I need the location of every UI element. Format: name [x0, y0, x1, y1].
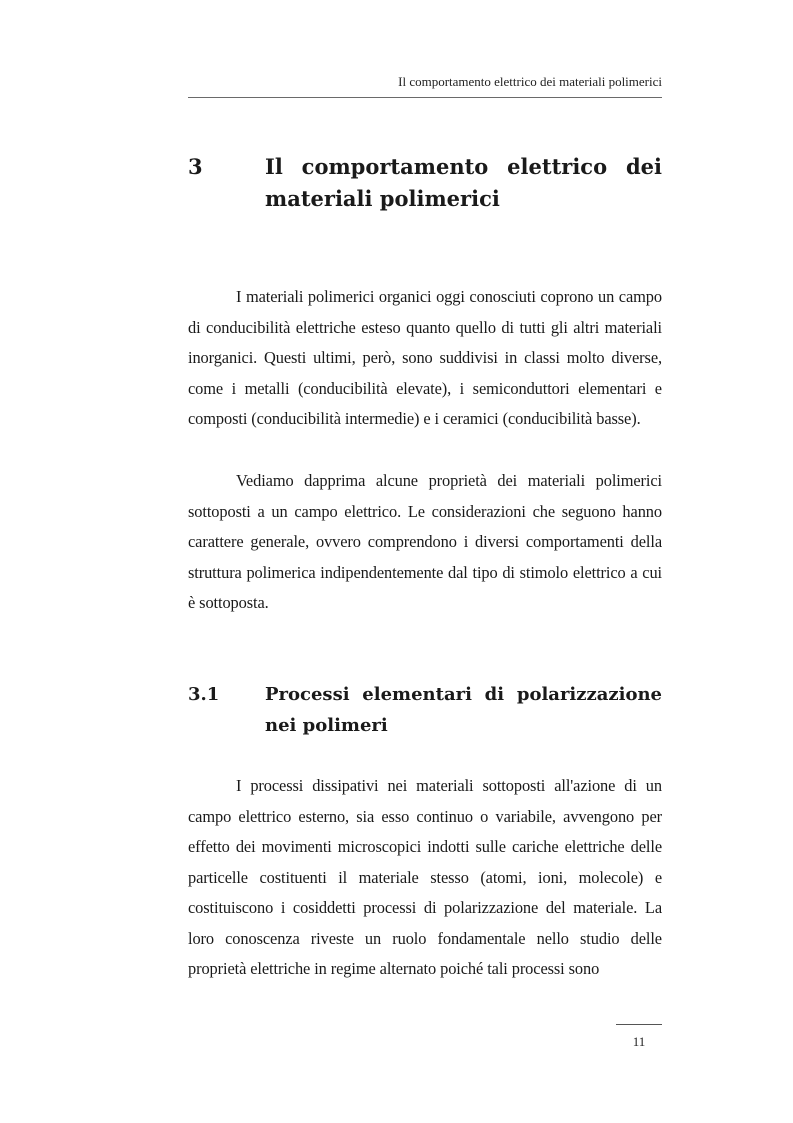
section-heading	[188, 679, 662, 741]
section-number: 3.1	[188, 684, 220, 705]
running-header: Il comportamento elettrico dei materiali polimerici	[398, 74, 662, 89]
page-number: 11	[632, 1034, 646, 1049]
footer-rule	[616, 1024, 662, 1025]
paragraph-intro: I materiali polimerici organici oggi conosciuti coprono un campo di conducibilità elettriche esteso quanto quello di tutti gli altri materiali inorganici. Questi ultimi, però, sono suddivisi in classi molto diverse, come i metalli (conducibilità elevate), i semiconduttori elementari e composti (conducibilità intermedie) e i ceramici (conducibilità basse).	[188, 287, 662, 428]
chapter-title: Il comportamento elettrico dei materiali polimerici	[265, 154, 662, 211]
section-title: Processi elementari di polarizzazione nei polimeri	[265, 684, 662, 736]
header-rule	[188, 97, 662, 98]
paragraph-properties: Vediamo dapprima alcune proprietà dei materiali polimerici sottoposti a un campo elettrico. Le considerazioni che seguono hanno carattere generale, ovvero comprendono i diversi comportamenti della struttura polimerica indipendentemente dal tipo di stimolo elettrico a cui è sottoposta.	[188, 471, 662, 612]
chapter-heading	[188, 151, 662, 215]
paragraph-dissipative-processes: I processi dissipativi nei materiali sottoposti all'azione di un campo elettrico esterno, sia esso continuo o variabile, avvengono per effetto dei movimenti microscopici indotti sulle cariche elettriche delle particelle costituenti il materiale stesso (atomi, ioni, molecole) e costituiscono i cosiddetti processi di polarizzazione del materiale. La loro conoscenza riveste un ruolo fondamentale nello studio delle proprietà elettriche in regime alternato poiché tali processi sono	[188, 776, 662, 978]
chapter-number: 3	[188, 154, 203, 179]
